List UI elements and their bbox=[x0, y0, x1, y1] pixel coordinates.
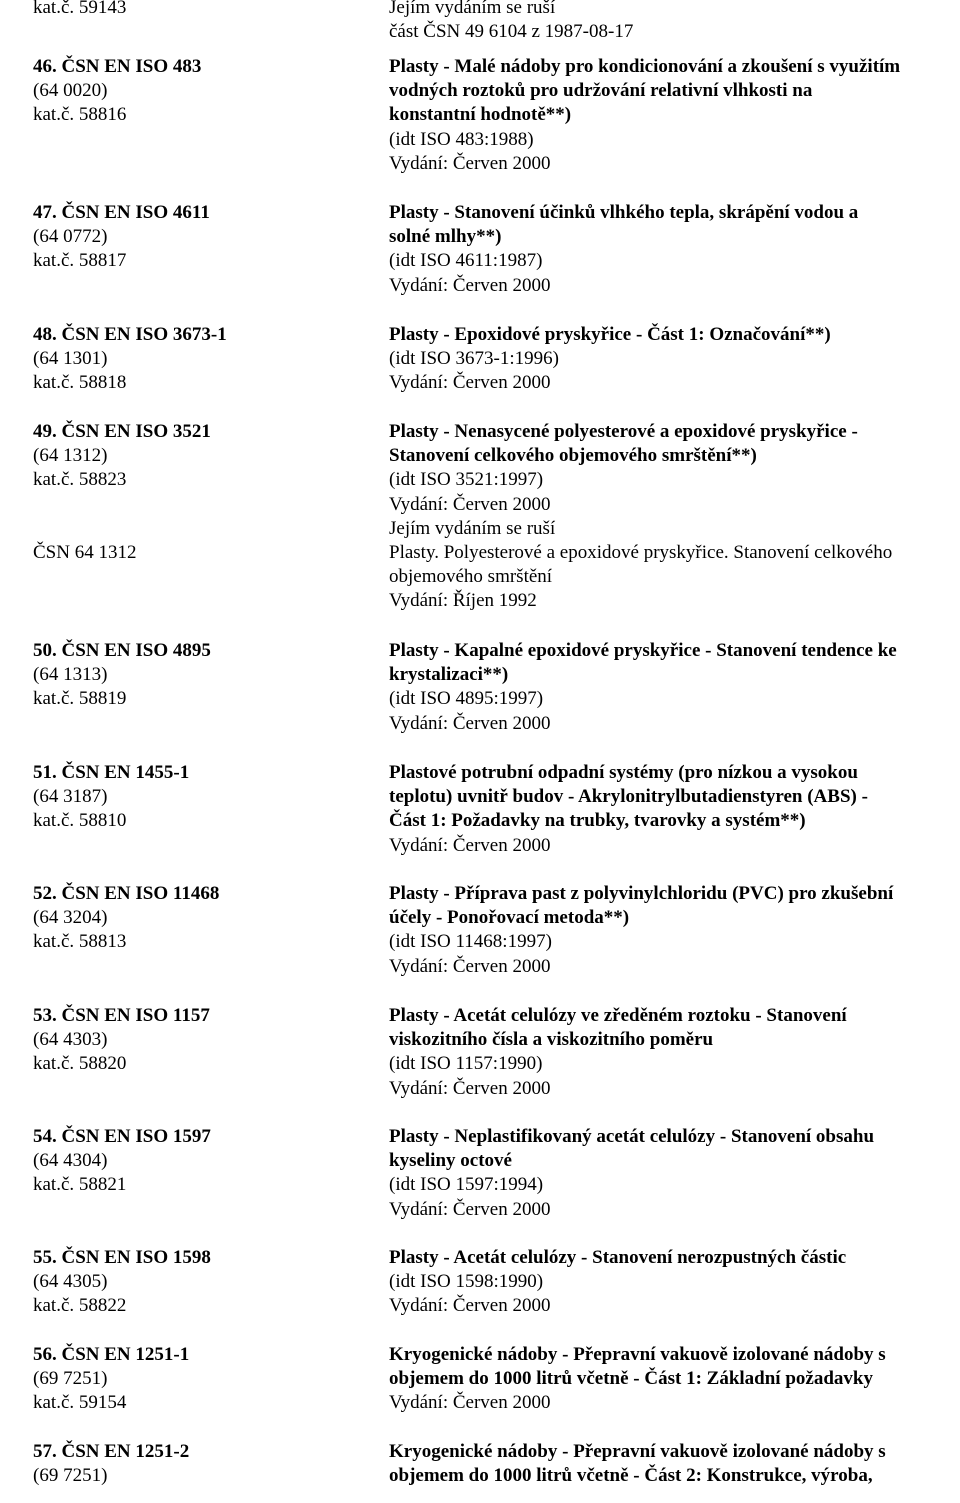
standard-title: Kryogenické nádoby - Přepravní vakuově izolované nádoby s bbox=[389, 1441, 886, 1462]
standard-designation: 57. ČSN EN 1251-2 bbox=[33, 1441, 190, 1462]
standard-code: (64 1301) bbox=[33, 348, 108, 370]
standard-detail: Vydání: Červen 2000 bbox=[389, 834, 551, 856]
standard-detail: (idt ISO 4895:1997) bbox=[389, 688, 544, 710]
standard-code: kat.č. 58816 bbox=[33, 104, 127, 126]
standard-title: krystalizaci**) bbox=[389, 664, 509, 686]
standard-code: (64 4303) bbox=[33, 1029, 108, 1051]
standard-detail: (idt ISO 4611:1987) bbox=[389, 250, 543, 272]
standard-title: kyseliny octové bbox=[389, 1150, 512, 1172]
standard-code: kat.č. 58819 bbox=[33, 688, 127, 710]
standard-code: (64 3204) bbox=[33, 907, 108, 929]
standard-title: konstantní hodnotě**) bbox=[389, 104, 572, 126]
standard-designation: 54. ČSN EN ISO 1597 bbox=[33, 1126, 211, 1147]
standard-code: (64 3187) bbox=[33, 786, 108, 808]
standard-title: vodných roztoků pro udržování relativní vlhkosti na bbox=[389, 80, 813, 102]
standard-code: kat.č. 58823 bbox=[33, 469, 127, 491]
standard-title: Kryogenické nádoby - Přepravní vakuově izolované nádoby s bbox=[389, 1344, 886, 1365]
standard-note: Jejím vydáním se ruší bbox=[389, 0, 556, 18]
standard-detail: Vydání: Červen 2000 bbox=[389, 1198, 551, 1220]
standard-designation: 51. ČSN EN 1455-1 bbox=[33, 762, 190, 783]
standard-detail: Vydání: Říjen 1992 bbox=[389, 590, 537, 612]
standard-detail: (idt ISO 1157:1990) bbox=[389, 1053, 543, 1075]
standard-code: kat.č. 58820 bbox=[33, 1053, 127, 1075]
standard-designation: 47. ČSN EN ISO 4611 bbox=[33, 202, 210, 223]
standard-title: objemem do 1000 litrů včetně - Část 2: Konstrukce, výroba, bbox=[389, 1465, 873, 1487]
standard-code: (64 0772) bbox=[33, 226, 108, 248]
standard-title: Plasty - Kapalné epoxidové pryskyřice - Stanovení tendence ke bbox=[389, 640, 897, 661]
standard-detail: (idt ISO 3673-1:1996) bbox=[389, 348, 559, 370]
standard-title: Část 1: Požadavky na trubky, tvarovky a systém**) bbox=[389, 810, 806, 832]
standard-designation: 56. ČSN EN 1251-1 bbox=[33, 1344, 190, 1365]
standard-code: kat.č. 58818 bbox=[33, 372, 127, 394]
standard-title: účely - Ponořovací metoda**) bbox=[389, 907, 630, 929]
standard-code: (64 0020) bbox=[33, 80, 108, 102]
standard-detail: Vydání: Červen 2000 bbox=[389, 493, 551, 515]
standard-code: kat.č. 58817 bbox=[33, 250, 127, 272]
standard-code: kat.č. 58810 bbox=[33, 810, 127, 832]
standard-code: (64 4305) bbox=[33, 1271, 108, 1293]
standard-detail: objemového smrštění bbox=[389, 566, 553, 588]
standard-designation: 46. ČSN EN ISO 483 bbox=[33, 56, 202, 77]
standard-designation: 52. ČSN EN ISO 11468 bbox=[33, 883, 220, 904]
standard-title: teplotu) uvnitř budov - Akrylonitrylbutadienstyren (ABS) - bbox=[389, 786, 868, 808]
standard-title: Plasty - Stanovení účinků vlhkého tepla, skrápění vodou a bbox=[389, 202, 859, 223]
standard-code: (64 4304) bbox=[33, 1150, 108, 1172]
standard-title: Plasty - Příprava past z polyvinylchloridu (PVC) pro zkušební bbox=[389, 883, 894, 904]
standard-title: Plasty - Neplastifikovaný acetát celulózy - Stanovení obsahu bbox=[389, 1126, 875, 1147]
standard-title: Stanovení celkového objemového smrštění**) bbox=[389, 445, 757, 467]
standard-title: Plasty - Epoxidové pryskyřice - Část 1: Označování**) bbox=[389, 324, 831, 345]
standard-designation: 49. ČSN EN ISO 3521 bbox=[33, 421, 211, 442]
standard-code: kat.č. 58821 bbox=[33, 1174, 127, 1196]
standard-title: Plasty - Nenasycené polyesterové a epoxidové pryskyřice - bbox=[389, 421, 858, 442]
standard-detail: Vydání: Červen 2000 bbox=[389, 955, 551, 977]
standard-detail: Vydání: Červen 2000 bbox=[389, 274, 551, 296]
standard-code: (69 7251) bbox=[33, 1465, 108, 1487]
standard-code: kat.č. 59154 bbox=[33, 1392, 127, 1414]
standard-title: viskozitního čísla a viskozitního poměru bbox=[389, 1029, 714, 1051]
standard-detail: (idt ISO 483:1988) bbox=[389, 128, 534, 150]
standard-detail: Plasty. Polyesterové a epoxidové pryskyřice. Stanovení celkového bbox=[389, 542, 893, 563]
standard-detail: (idt ISO 3521:1997) bbox=[389, 469, 544, 491]
standard-title: solné mlhy**) bbox=[389, 226, 502, 248]
standard-detail: Vydání: Červen 2000 bbox=[389, 1392, 551, 1414]
standard-detail: Vydání: Červen 2000 bbox=[389, 372, 551, 394]
standard-title: objemem do 1000 litrů včetně - Část 1: Základní požadavky bbox=[389, 1368, 873, 1390]
standard-title: Plasty - Malé nádoby pro kondicionování a zkoušení s využitím bbox=[389, 56, 901, 77]
standard-designation: 53. ČSN EN ISO 1157 bbox=[33, 1005, 210, 1026]
standard-code: (64 1313) bbox=[33, 664, 108, 686]
standard-detail: Vydání: Červen 2000 bbox=[389, 152, 551, 174]
standard-note: část ČSN 49 6104 z 1987-08-17 bbox=[389, 21, 634, 43]
catalog-number: kat.č. 59143 bbox=[33, 0, 127, 18]
standard-detail: Jejím vydáním se ruší bbox=[389, 517, 556, 539]
standard-detail: Vydání: Červen 2000 bbox=[389, 712, 551, 734]
standard-detail: (idt ISO 11468:1997) bbox=[389, 931, 552, 953]
standard-designation: 48. ČSN EN ISO 3673-1 bbox=[33, 324, 227, 345]
standard-designation: 50. ČSN EN ISO 4895 bbox=[33, 640, 211, 661]
standard-designation: 55. ČSN EN ISO 1598 bbox=[33, 1247, 211, 1268]
standard-detail: Vydání: Červen 2000 bbox=[389, 1295, 551, 1317]
standard-detail: (idt ISO 1598:1990) bbox=[389, 1271, 544, 1293]
standard-title: Plasty - Acetát celulózy - Stanovení nerozpustných částic bbox=[389, 1247, 847, 1268]
standard-code: kat.č. 58822 bbox=[33, 1295, 127, 1317]
standard-code: kat.č. 58813 bbox=[33, 931, 127, 953]
standard-title: Plastové potrubní odpadní systémy (pro nízkou a vysokou bbox=[389, 762, 858, 783]
standard-title: Plasty - Acetát celulózy ve zředěném roztoku - Stanovení bbox=[389, 1005, 847, 1026]
standard-code: (64 1312) bbox=[33, 445, 108, 467]
standard-detail: Vydání: Červen 2000 bbox=[389, 1077, 551, 1099]
standard-code: (69 7251) bbox=[33, 1368, 108, 1390]
standard-code: ČSN 64 1312 bbox=[33, 542, 137, 563]
standard-detail: (idt ISO 1597:1994) bbox=[389, 1174, 544, 1196]
